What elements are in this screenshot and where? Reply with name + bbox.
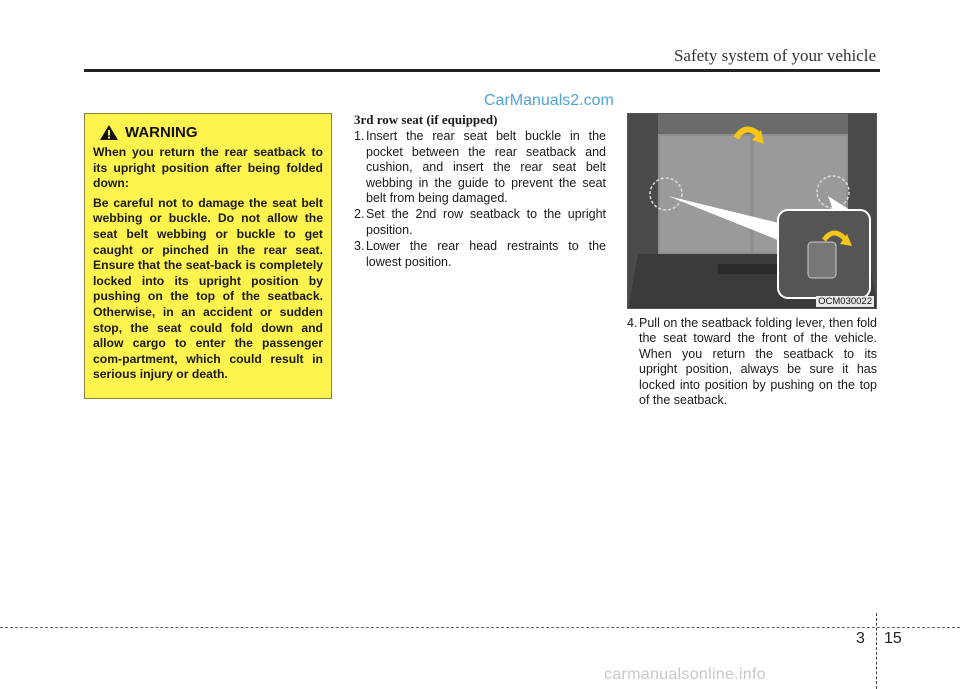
header-rule xyxy=(84,69,880,72)
step-number: 4. xyxy=(627,316,638,330)
instructions-column xyxy=(354,112,606,271)
step-number: 1. xyxy=(354,129,365,144)
chapter-number: 3 xyxy=(856,630,865,647)
step-item xyxy=(354,129,606,206)
warning-body: Be careful not to damage the seat belt webbing or buckle. Do not allow the seat belt webbing or buckle to get caught or pinched in the rear seat. Ensure that the seat-back is completely locked into its upright position by pushing on the top of the seatback. Otherwise, in an accident or sudden stop, the seat could fold down and allow cargo to enter the passenger com-partment, which could result in serious injury or death. xyxy=(93,195,323,382)
footer-rule xyxy=(0,627,960,628)
warning-box xyxy=(84,113,332,399)
footer-divider xyxy=(876,613,877,689)
step-text: Lower the rear head restraints to the lowest position. xyxy=(366,239,606,269)
step-text: Set the 2nd row seatback to the upright position. xyxy=(366,207,606,237)
figure-code: OCM030022 xyxy=(818,296,872,307)
page-header-title: Safety system of your vehicle xyxy=(673,46,876,65)
step-number: 3. xyxy=(354,239,365,254)
section-heading: 3rd row seat (if equipped) xyxy=(354,112,498,127)
page-number: 15 xyxy=(884,630,902,647)
step-number: 2. xyxy=(354,207,365,222)
warning-header xyxy=(99,124,323,141)
warning-title: WARNING xyxy=(125,124,198,141)
cargo-area-photo xyxy=(627,113,877,309)
instructions-column-right xyxy=(627,316,877,409)
step-item xyxy=(354,239,606,270)
step-text: Insert the rear seat belt buckle in the pocket between the rear seatback and cushion, and insert the rear seat belt webbing in the guide to prevent the seat belt from being damaged. xyxy=(366,129,606,206)
watermark-bottom[interactable]: carmanualsonline.info xyxy=(604,666,766,683)
watermark-top[interactable]: CarManuals2.com xyxy=(484,92,614,109)
step-item xyxy=(627,316,877,408)
warning-triangle-icon xyxy=(99,124,119,141)
step-text: Pull on the seatback folding lever, then fold the seat toward the front of the vehicle. When you return the seatback to its upright position, always be sure it has locked into position by pushing on the top of the seatback. xyxy=(639,316,877,408)
warning-intro: When you return the rear seatback to its upright position after being folded down: xyxy=(93,145,323,191)
step-item xyxy=(354,207,606,238)
cargo-illustration xyxy=(628,114,877,309)
